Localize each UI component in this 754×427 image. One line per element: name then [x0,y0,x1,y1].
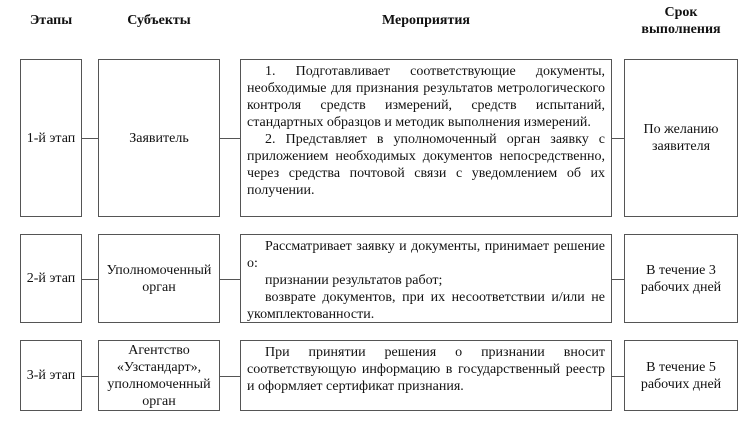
activity-text: возврате документов, при их несоответствии и/или не укомплектованности. [247,290,605,322]
connector-line [82,279,98,280]
connector-line [82,376,98,377]
connector-line [220,138,240,139]
term-label: В течение 5 рабочих дней [640,359,722,392]
stage-box [20,234,82,323]
header-stage: Этапы [29,13,73,28]
activity-text: При принятии решения о признании вносит соответствующую информацию в государственный реестр и оформляет сертификат признания. [247,345,605,394]
connector-line [612,376,624,377]
activity-text: 1. Подготавливает соответствующие документы, необходимые для признания результатов метрологического контроля средств измерений, средств испытаний, стандартных образцов и методик выполнения измерений. [247,64,605,130]
connector-line [220,279,240,280]
term-label: В течение 3 рабочих дней [640,262,722,295]
term-box [624,59,738,217]
activities-box [240,234,612,323]
activity-text: Рассматривает заявку и документы, принимает решение о: [247,239,605,271]
header-subject: Субъекты [127,13,191,28]
activity-text: 2. Представляет в уполномоченный орган заявку с приложением необходимых документов непосредственно, через средства почтовой связи с уведомлением об их получении. [247,132,605,198]
stage-label: 2-й этап [26,271,76,286]
subject-box [98,340,220,411]
connector-line [612,279,624,280]
stage-box [20,340,82,411]
header-activities: Мероприятия [381,13,471,28]
connector-line [612,138,624,139]
activities-box [240,340,612,411]
activity-text: признании результатов работ; [265,273,443,288]
header-term: Срок выполнения [641,5,721,37]
subject-label: Заявитель [129,130,189,146]
term-label: По желанию заявителя [643,122,719,154]
subject-label: Агентство «Узстандарт», уполномоченный орган [107,342,211,409]
stage-box [20,59,82,217]
stage-label: 3-й этап [26,368,76,383]
subject-box [98,59,220,217]
activities-box [240,59,612,217]
term-box [624,340,738,411]
subject-label: Уполномоченный орган [106,262,212,295]
connector-line [220,376,240,377]
stage-label: 1-й этап [26,130,76,146]
connector-line [82,138,98,139]
subject-box [98,234,220,323]
term-box [624,234,738,323]
